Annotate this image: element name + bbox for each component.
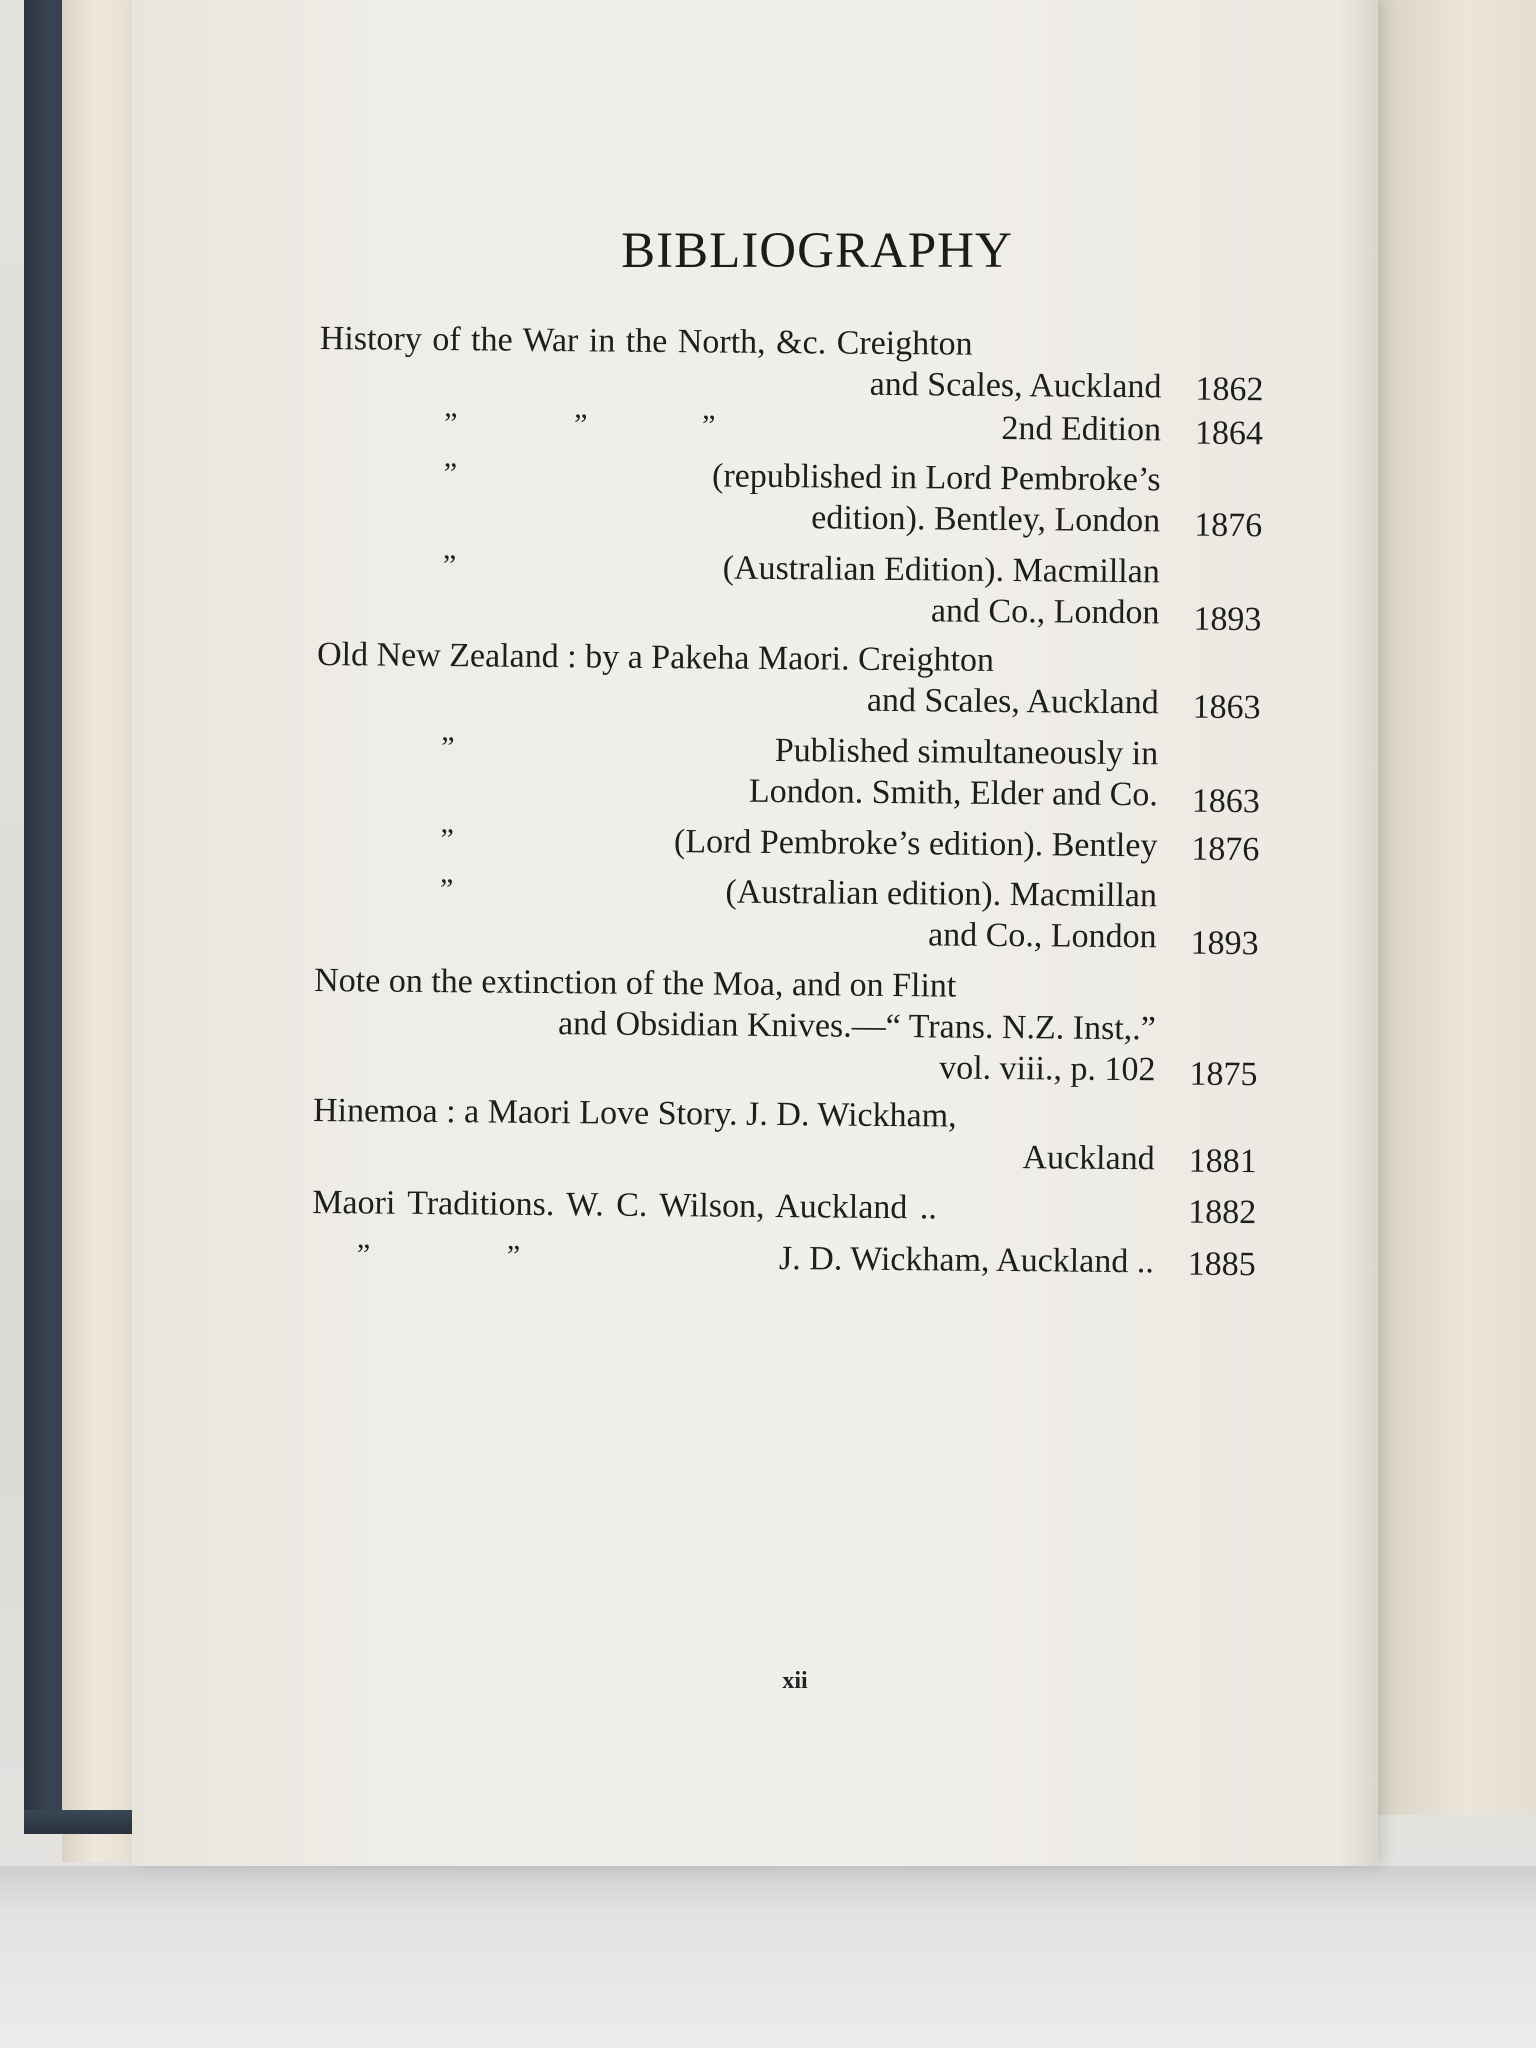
entry-line: and Co., London — [930, 592, 1160, 632]
bibliography-entry — [315, 818, 1275, 876]
entry-line: Published simultaneously in — [774, 731, 1159, 773]
entry-line: and Scales, Auckland — [866, 681, 1159, 722]
bibliography-entry — [312, 1234, 1272, 1292]
entry-line: J. D. Wickham, Auckland .. — [778, 1240, 1154, 1281]
entry-year: 1863 — [1191, 782, 1260, 821]
page-number: xii — [782, 1668, 808, 1694]
entry-line: vol. viii., p. 102 — [939, 1049, 1156, 1089]
page-edges — [62, 0, 143, 1862]
bibliography-entry — [319, 318, 1280, 410]
entry-year: 1876 — [1191, 830, 1260, 869]
ditto-mark: ” — [440, 823, 454, 857]
entry-year: 1875 — [1189, 1055, 1258, 1094]
ditto-mark: ” — [573, 408, 588, 442]
shelf-surface — [0, 1866, 1536, 2048]
entry-line: 2nd Edition — [1001, 409, 1162, 449]
bibliography-entry — [318, 452, 1279, 552]
ditto-mark: ” — [439, 873, 454, 907]
entry-line: edition). Bentley, London — [811, 499, 1161, 540]
ditto-mark: ” — [356, 1238, 371, 1272]
entry-line: and Co., London — [927, 916, 1157, 956]
entry-line: (republished in Lord Pembroke’s — [711, 457, 1161, 499]
ditto-mark: ” — [443, 457, 458, 491]
ditto-mark: ” — [443, 407, 458, 441]
ditto-mark: ” — [506, 1239, 521, 1273]
bibliography-list — [312, 318, 1280, 1292]
entry-line: Maori Traditions. W. C. Wilson, Auckland .. — [312, 1183, 938, 1227]
entry-year: 1876 — [1194, 506, 1263, 545]
ditto-mark: ” — [442, 549, 457, 583]
bibliography-entry — [316, 634, 1277, 734]
ditto-mark: ” — [441, 731, 455, 765]
bibliography-entry — [312, 1182, 1272, 1242]
entry-year: 1863 — [1192, 688, 1261, 727]
entry-year: 1893 — [1190, 924, 1259, 963]
bibliography-entry — [319, 402, 1279, 460]
page-title: BIBLIOGRAPHY — [621, 223, 1013, 279]
entry-line: (Australian edition). Macmillan — [725, 873, 1158, 915]
bibliography-entry — [314, 868, 1275, 968]
entry-line: Note on the extinction of the Moa, and on Flint — [314, 961, 957, 1005]
entry-line: and Obsidian Knives.—“ Trans. N.Z. Inst,.” — [557, 1005, 1156, 1048]
entry-line: Hinemoa : a Maori Love Story. J. D. Wickham, — [312, 1091, 957, 1135]
entry-line: and Scales, Auckland — [869, 365, 1162, 406]
entry-line: History of the War in the North, &c. Creighton — [319, 319, 973, 363]
entry-line: (Australian Edition). Macmillan — [722, 549, 1160, 591]
ditto-mark: ” — [701, 409, 716, 443]
bibliography-entry — [316, 726, 1277, 826]
entry-year: 1893 — [1193, 600, 1262, 639]
entry-year: 1882 — [1188, 1193, 1257, 1232]
bibliography-entry — [312, 1090, 1273, 1190]
entry-line: (Lord Pembroke’s edition). Bentley — [673, 823, 1158, 865]
bibliography-entry — [313, 960, 1274, 1098]
entry-line: London. Smith, Elder and Co. — [748, 772, 1159, 814]
entry-year: 1885 — [1187, 1245, 1256, 1284]
bibliography-entry — [317, 544, 1278, 642]
entry-line: Old New Zealand : by a Pakeha Maori. Creighton — [316, 635, 995, 679]
entry-year: 1864 — [1194, 414, 1264, 453]
entry-line: Auckland — [1022, 1139, 1155, 1178]
entry-year: 1881 — [1188, 1142, 1257, 1181]
entry-year: 1862 — [1195, 370, 1264, 409]
